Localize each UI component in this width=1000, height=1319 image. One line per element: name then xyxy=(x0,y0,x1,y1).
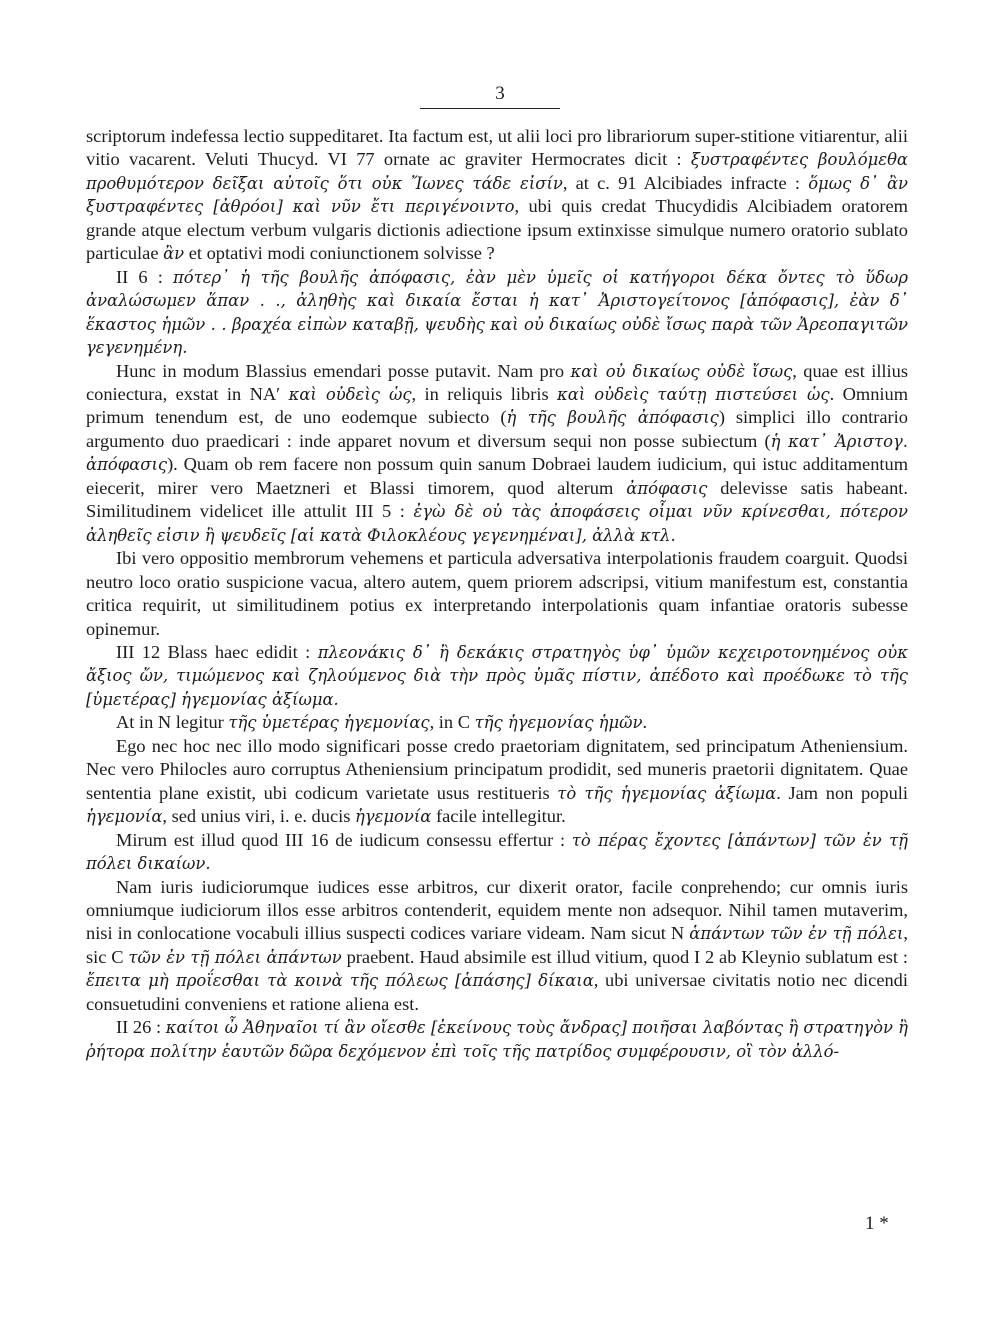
greek-quotation: τῆς ἡγεμονίας ἡμῶν xyxy=(474,713,643,733)
greek-quotation: ἔπειτα μὴ προΐεσθαι τὰ κοινὰ τῆς πόλεως [ἁπάσης] δίκαια xyxy=(86,971,594,991)
greek-quotation: καὶ οὐδεὶς ταύτῃ πιστεύσει ὡς xyxy=(557,384,830,404)
greek-quotation: ἡγεμονία xyxy=(86,807,163,827)
latin-text: ). Quam ob rem facere non possum quin sanum Dobraei laudem iudicium, qui istuc additamentum eiecerit, mirer vero Maetzneri et Blassi timorem, quod alterum xyxy=(86,454,908,498)
greek-quotation: ξυστραφέντες βουλόμεθα προθυμότερον δεῖξαι αὐτοῖς ὅτι οὐκ Ἴωνες τάδε εἰσίν xyxy=(86,150,908,193)
paragraph xyxy=(86,735,908,829)
latin-text: . Jam non populi xyxy=(776,782,908,803)
latin-text: Ego nec hoc nec illo modo significari posse credo praetoriam dignitatem, sed principatum Atheniensium. Nec vero Philocles auro corruptus Atheniensium principatum prodidit, sed muneris praetorii dignitatem. Quae sententia plane existit, ubi codicum varietate usus restitueris xyxy=(86,735,908,803)
paragraph xyxy=(86,876,908,1017)
latin-text: delevisse satis habeant. Similitudinem videlicet ille attulit III 5 : xyxy=(86,477,909,522)
greek-quotation: καὶ οὐδεὶς ὡς xyxy=(288,384,412,404)
latin-text: , in reliquis libris xyxy=(411,383,558,404)
greek-quotation: τὸ τῆς ἡγεμονίας ἀξίωμα xyxy=(557,783,777,803)
latin-text: , quae est illius coniectura, exstat in NA′ xyxy=(86,360,908,404)
latin-text: II 6 : xyxy=(116,266,173,287)
paragraph xyxy=(86,711,908,734)
latin-text: facile intellegitur. xyxy=(431,806,566,827)
latin-text: . xyxy=(642,712,648,733)
latin-text: Mirum est illud quod III 16 de iudicum consessu effertur : xyxy=(116,829,572,850)
greek-quotation: ἡ τῆς βουλῆς ἀπόφασις xyxy=(506,408,719,428)
paragraph xyxy=(86,829,908,876)
latin-text: et optativi modi coniunctionem solvisse ? xyxy=(184,243,495,264)
latin-text: . Omnium primum tenendum est, de uno eodemque subiecto ( xyxy=(86,383,909,428)
header-rule xyxy=(420,108,560,109)
greek-quotation: ἁπάντων τῶν ἐν τῇ πόλει xyxy=(689,924,904,944)
paragraph xyxy=(86,641,908,711)
paragraph xyxy=(86,1016,908,1063)
latin-text: Nam iuris iudiciorumque iudices esse arbitros, cur dixerit orator, facile conprehendo; cur omnis iuris omniumque iudiciorum illos esse arbitros contenderit, equidem mente non adsequor. Nihil tamen mutaverim, nisi in conlocatione vocabuli illius suspecti codices variare videam. Nam sicut N xyxy=(86,876,908,944)
greek-quotation: ἡ κατ᾽ Ἀριστογ. ἀπόφασις xyxy=(86,431,908,475)
paragraph xyxy=(86,547,908,641)
greek-quotation: ἡγεμονία xyxy=(354,807,432,827)
greek-quotation: ἀπόφασις xyxy=(626,478,708,498)
greek-quotation: τῶν ἐν τῇ πόλει ἁπάντων xyxy=(128,947,342,967)
latin-text: , in C xyxy=(429,712,475,733)
latin-text: Hunc in modum Blassius emendari posse putavit. Nam pro xyxy=(116,360,571,381)
latin-text: scriptorum indefessa lectio suppeditaret. Ita factum est, ut alii loci pro librariorum super-stitione vitiarentur, alii vitio vacarent. Veluti Thucyd. VI 77 ornate ac graviter Hermocrates dicit : xyxy=(86,126,908,170)
greek-quotation: ἂν xyxy=(163,244,185,264)
latin-text: III 12 Blass haec edidit : xyxy=(116,641,318,662)
latin-text: , ubi universae civitatis notio nec dicendi consuetudini conveniens et ratione aliena est. xyxy=(86,970,908,1014)
latin-text: , sic C xyxy=(86,923,908,967)
body-text xyxy=(86,125,908,1063)
paragraph xyxy=(86,360,908,548)
paragraph xyxy=(86,125,908,266)
greek-quotation: τῆς ὑμετέρας ἡγεμονίας xyxy=(228,713,430,733)
latin-text: , at c. 91 Alcibiades infracte : xyxy=(562,172,809,193)
greek-quotation: ἐγὼ δὲ οὐ τὰς ἀποφάσεις οἶμαι νῦν κρίνεσθαι, πότερον ἀληθεῖς εἰσιν ἢ ψευδεῖς [αἱ κατὰ Φιλοκλέους γεγενημέναι], ἀλλὰ κτλ. xyxy=(86,502,908,545)
greek-quotation: τὸ πέρας ἔχοντες [ἁπάντων] τῶν ἐν τῇ πόλει δικαίων. xyxy=(86,830,908,874)
greek-quotation: πότερ᾽ ἡ τῆς βουλῆς ἀπόφασις, ἐὰν μὲν ὑμεῖς οἱ κατήγοροι δέκα ὄντες τὸ ὕδωρ ἀναλώσωμεν ἅπαν . ., ἀληθὴς καὶ δικαία ἔσται ἡ κατ᾽ Ἀριστογείτονος [ἀπόφασις], ἐὰν δ᾽ ἕκαστος ἡμῶν . . βραχέα εἰπὼν καταβῇ, ψευδὴς καὶ οὐ δικαίως οὐδὲ ἴσως παρὰ τῶν Ἀρεοπαγιτῶν γεγενημένη. xyxy=(86,267,908,358)
footer-signature: 1 * xyxy=(865,1213,889,1234)
latin-text: Ibi vero oppositio membrorum vehemens et particula adversativa interpolationis fraudem coarguit. Quodsi neutro loco oratio suspicione vacua, altero autem, quem priorem adscripsi, vitium manifestum est, constantia critica requirit, ut similitudinem potius ex interpretando interpolationis quam infantiae oratoris subesse opinemur. xyxy=(86,548,908,639)
latin-text: praebent. Haud absimile est illud vitium, quod I 2 ab Kleynio sublatum est : xyxy=(341,946,908,967)
latin-text: , ubi quis credat Thucydidis Alcibiadem oratorem grande atque electum verbum vulgaris dictionis adiectione ipsum extinxisse simulque numero oratorio sublato particulae xyxy=(86,196,908,264)
paragraph xyxy=(86,266,908,360)
greek-quotation: ὅμως δ᾽ ἂν ξυστραφέντες [ἀθρόοι] καὶ νῦν ἔτι περιγένοιντο xyxy=(86,173,908,217)
latin-text: ) simplici illo contrario argumento duo praedicari : inde apparet novum et diversum sequi non posse subiectum ( xyxy=(86,407,908,451)
greek-quotation: καίτοι ὦ Ἀθηναῖοι τί ἂν οἴεσθε [ἐκείνους τοὺς ἄνδρας] ποιῆσαι λαβόντας ἢ στρατηγὸν ἢ ῥήτορα πολίτην ἑαυτῶν δῶρα δεχόμενον ἐπὶ τοῖς τῆς πατρίδος συμφέρουσιν, οἳ τὸν ἀλλό- xyxy=(86,1018,908,1061)
page-number: 3 xyxy=(495,83,505,104)
latin-text: At in N legitur xyxy=(116,712,229,733)
latin-text: , sed unius viri, i. e. ducis xyxy=(162,806,355,827)
greek-quotation: πλεονάκις δ᾽ ἢ δεκάκις στρατηγὸς ὑφ᾽ ὑμῶν κεχειροτονημένος οὐκ ἄξιος ὤν, τιμώμενος καὶ ζηλούμενος διὰ τὴν πρὸς ὑμᾶς πίστιν, ἀπέδοτο καὶ προέδωκε τὸ τῆς [ὑμετέρας] ἡγεμονίας ἀξίωμα. xyxy=(86,642,908,709)
latin-text: II 26 : xyxy=(116,1017,166,1038)
greek-quotation: καὶ οὐ δικαίως οὐδὲ ἴσως xyxy=(570,361,793,381)
